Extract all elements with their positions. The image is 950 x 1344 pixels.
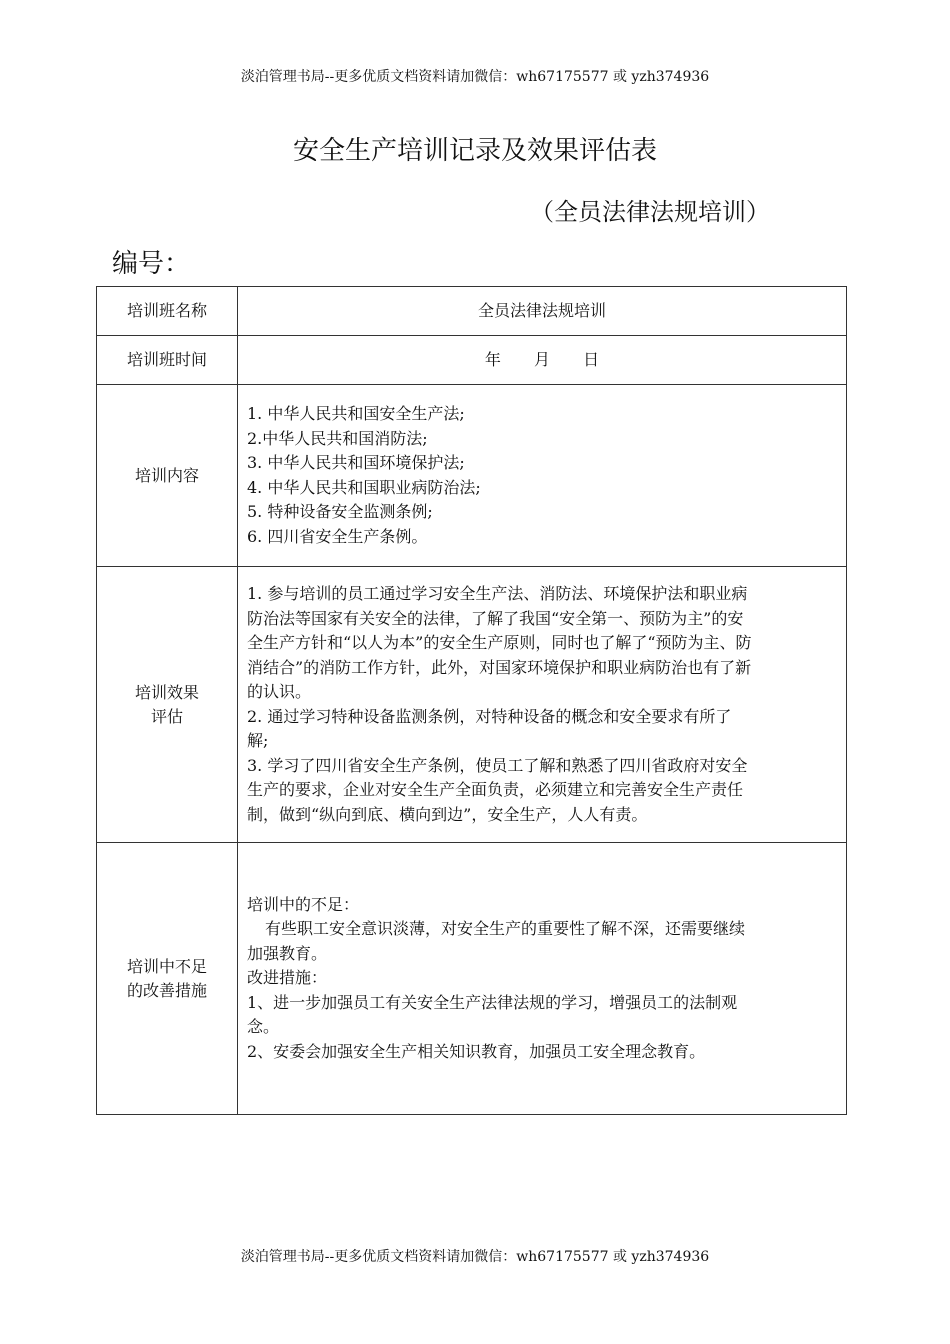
content-label: 培训内容 — [97, 385, 238, 567]
date-day: 日 — [583, 349, 600, 369]
improvement-label-line: 培训中不足 — [126, 956, 207, 976]
serial-number-label: 编号： — [112, 249, 191, 279]
table-row-content — [97, 385, 847, 567]
shortcoming-heading: 培训中的不足： — [247, 894, 360, 914]
header-watermark-note: 淡泊管理书局--更多优质文档资料请加微信：wh67175577 或 yzh374936 — [240, 69, 710, 85]
date-year: 年 — [484, 349, 501, 369]
improvement-text — [238, 843, 847, 1115]
measure-line: 1、进一步加强员工有关安全生产法律法规的学习，增强员工的法制观 — [247, 992, 738, 1012]
effect-line: 消结合”的消防工作方针，此外，对国家环境保护和职业病防治也有了新 — [247, 657, 752, 677]
effect-label-line: 培训效果 — [134, 682, 199, 702]
class-name-label: 培训班名称 — [97, 287, 238, 336]
content-item: 2.中华人民共和国消防法; — [247, 428, 428, 448]
effect-line: 的认识。 — [247, 682, 312, 701]
date-month: 月 — [533, 349, 550, 369]
effect-line: 生产的要求，企业对安全生产全面负责，必须建立和完善安全生产责任 — [247, 780, 744, 799]
shortcoming-line: 加强教育。 — [247, 943, 328, 963]
table-row-class-name — [97, 287, 847, 336]
footer-watermark-note: 淡泊管理书局--更多优质文档资料请加微信：wh67175577 或 yzh374936 — [240, 1249, 710, 1265]
page-title: 安全生产培训记录及效果评估表 — [292, 136, 657, 166]
effect-label-line: 评估 — [150, 706, 183, 726]
measure-line: 2、安委会加强安全生产相关知识教育，加强员工安全理念教育。 — [247, 1041, 706, 1061]
effect-line: 2. 通过学习特种设备监测条例，对特种设备的概念和安全要求有所了 — [247, 706, 732, 726]
table-row-effect — [97, 567, 847, 843]
content-item: 3. 中华人民共和国环境保护法; — [247, 453, 465, 472]
class-time-value — [238, 336, 847, 385]
measure-line: 念。 — [247, 1017, 280, 1037]
effect-line: 3. 学习了四川省安全生产条例，使员工了解和熟悉了四川省政府对安全 — [247, 755, 748, 775]
table-row-improvement — [97, 843, 847, 1115]
effect-text — [238, 567, 847, 843]
content-item: 1. 中华人民共和国安全生产法; — [247, 404, 465, 423]
measures-heading: 改进措施： — [247, 968, 328, 988]
class-name-value: 全员法律法规培训 — [238, 287, 847, 336]
content-item: 4. 中华人民共和国职业病防治法; — [247, 477, 481, 497]
improvement-label-line: 的改善措施 — [126, 980, 207, 1000]
effect-line: 1. 参与培训的员工通过学习安全生产法、消防法、环境保护法和职业病 — [247, 584, 748, 603]
class-time-label: 培训班时间 — [97, 336, 238, 385]
page-subtitle: （全员法律法规培训） — [530, 198, 770, 226]
content-list — [238, 385, 847, 567]
content-item: 6. 四川省安全生产条例。 — [247, 526, 428, 546]
effect-line: 制，做到“纵向到底、横向到边”，安全生产，人人有责。 — [247, 804, 648, 824]
content-item: 5. 特种设备安全监测条例; — [247, 502, 433, 521]
effect-line: 解; — [247, 731, 269, 750]
effect-line: 防治法等国家有关安全的法律，了解了我国“安全第一、预防为主”的安 — [247, 608, 744, 628]
shortcoming-line: 有些职工安全意识淡薄，对安全生产的重要性了解不深，还需要继续 — [265, 919, 746, 939]
training-record-table — [96, 286, 847, 1115]
table-row-class-time — [97, 336, 847, 385]
effect-line: 全生产方针和“以人为本”的安全生产原则，同时也了解了“预防为主、防 — [247, 633, 752, 652]
improvement-label — [97, 843, 238, 1115]
effect-label — [97, 567, 238, 843]
